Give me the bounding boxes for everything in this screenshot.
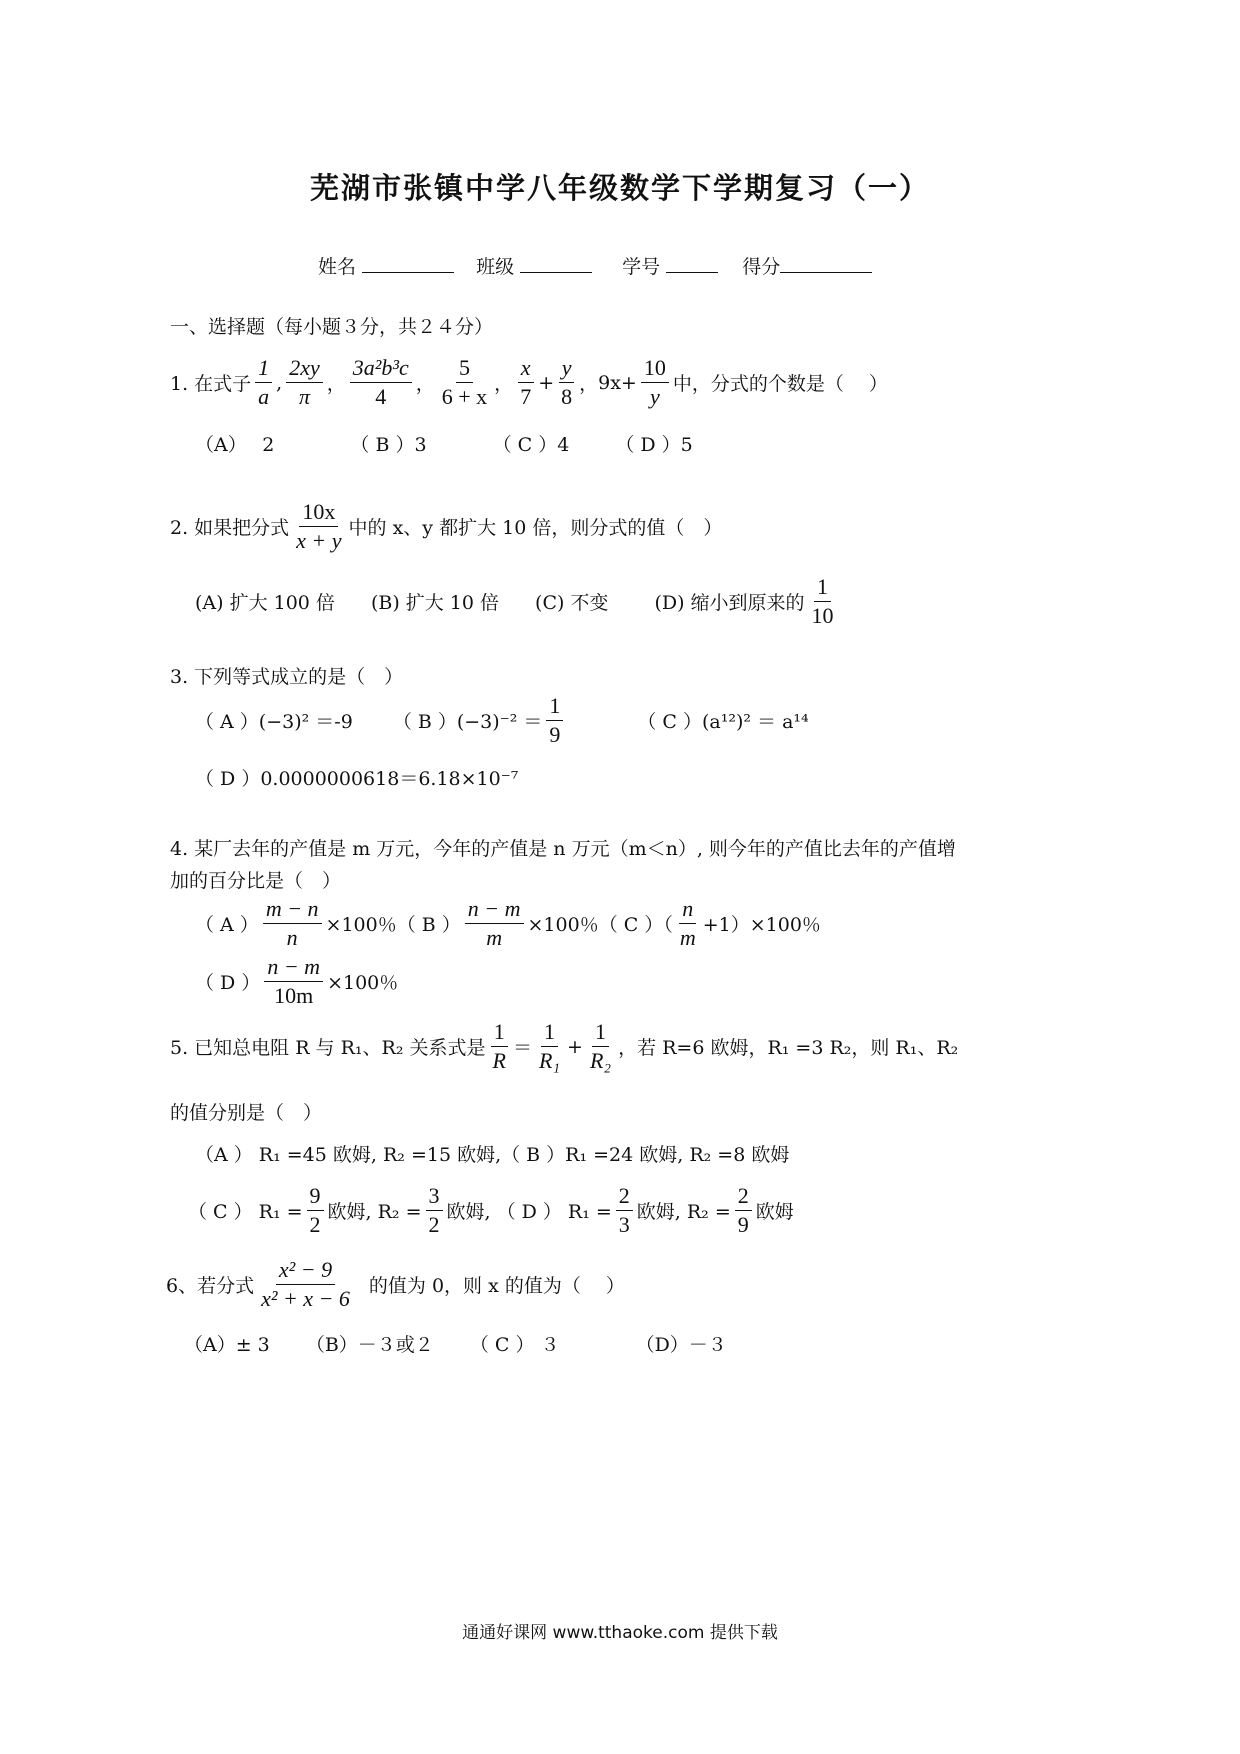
id-blank[interactable] (666, 254, 718, 273)
option-c[interactable]: （ C ） ３ (469, 1334, 560, 1356)
fraction: $\frac{10}{y}$ (641, 356, 669, 409)
option-a[interactable]: （ A ）(−3)² ＝-9 (195, 711, 353, 734)
id-label: 学号 (622, 256, 661, 278)
fraction: $\frac{3}{2}$ (426, 1184, 443, 1237)
option-b[interactable]: （ B ）3 (350, 434, 427, 456)
fraction: $\frac{n - m}{m}$ (465, 897, 524, 950)
fraction: $\frac{\text{3a²b³c}}{4}$ (350, 356, 412, 409)
question-4-line1: 4. 某厂去年的产值是 m 万元，今年的产值是 n 万元（m＜n）, 则今年的产值比去年的产值增 (170, 838, 956, 860)
question-4-option-d: （ D ） $\frac{n - m}{10m}$ ×100％ (195, 954, 399, 1009)
option-c[interactable]: （ C ）4 (492, 434, 570, 456)
option-d[interactable]: （ D ） R₁ = (496, 1201, 612, 1224)
fraction: $\frac{2}{3}$ (616, 1184, 633, 1237)
question-5: 5. 已知总电阻 R 与 R₁、R₂ 关系式是 $\frac{1}{R}$ ＝ $\frac{1}{\text{R₁}}$ + $\frac{1}{\text{R₂}}$ ，若 R=6 欧姆，R₁ =3 R₂，则 R₁、R₂ (170, 1019, 959, 1074)
fraction: $\frac{5}{6 + x}$ (441, 355, 488, 410)
fraction: $\frac{n}{m}$ (679, 896, 696, 951)
option-c[interactable]: (C) 不变 (535, 592, 609, 615)
option-b[interactable]: （ B ） (396, 914, 461, 937)
question-4-options-abc: （ A ） $\frac{m - n}{n}$ ×100％ （ B ） $\frac{n - m}{m}$ ×100％ （ C ）（ $\frac{n}{m}$ +1）×100％ (195, 896, 821, 951)
option-c[interactable]: （ C ）（ (598, 914, 673, 937)
question-1: 1. 在式子 $\frac{1}{a}$ , $\frac{2xy}{\pi}$ ， $\frac{\text{3a²b³c}}{4}$ ， $\frac{5}{6 + x}$ ， $\frac{x}{7}$ + $\frac{y}{8}$ ， 9x+ $\frac{10}{y}$ 中，分式的个数是（ ） (170, 355, 888, 410)
question-1-options (195, 430, 723, 457)
question-3-stem: 3. 下列等式成立的是（ ） (170, 666, 404, 688)
fraction: $\frac{1}{\text{R₁}}$ (538, 1019, 561, 1074)
fraction: $\frac{1}{10}$ (811, 574, 834, 629)
class-label: 班级 (476, 256, 515, 278)
fraction: $\frac{x}{7}$ (517, 356, 534, 409)
fraction: $\frac{y}{8}$ (558, 356, 575, 409)
question-5-options-cd: （ C ） R₁ = $\frac{9}{2}$ 欧姆, R₂ = $\frac{3}{2}$ 欧姆, （ D ） R₁ = $\frac{2}{3}$ 欧姆, R₂ = $\frac{2}{9}$ 欧姆 (188, 1183, 794, 1238)
question-6-options (184, 1330, 757, 1357)
section-heading: 一、选择题（每小题３分，共２４分） (170, 316, 494, 338)
class-blank[interactable] (520, 254, 592, 273)
name-label: 姓名 (318, 256, 357, 278)
student-info-row (318, 252, 878, 279)
option-a[interactable]: （A） 2 (195, 434, 275, 456)
fraction: $\frac{\text{x² − 9}}{\text{x² + x − 6}}$ (261, 1257, 350, 1312)
question-4-line2: 加的百分比是（ ） (170, 870, 342, 892)
page-title: 芜湖市张镇中学八年级数学下学期复习（一） (309, 171, 930, 205)
option-a[interactable]: (A) 扩大 100 倍 (195, 592, 335, 615)
question-2: 2. 如果把分式 $\frac{10x}{x + y}$ 中的 x、y 都扩大 10 倍，则分式的值（ ） (170, 499, 723, 554)
fraction: $\frac{2}{9}$ (735, 1184, 752, 1237)
question-5-line2: 的值分别是（ ） (170, 1102, 323, 1124)
fraction: $\frac{1}{a}$ (255, 356, 272, 409)
option-d[interactable]: （D）－３ (635, 1334, 727, 1356)
option-d[interactable]: （ D ）5 (615, 434, 693, 456)
fraction: $\frac{n - m}{10m}$ (264, 955, 323, 1008)
fraction: $\frac{1}{9}$ (546, 694, 563, 747)
fraction: $\frac{10x}{x + y}$ (296, 499, 342, 554)
option-c[interactable]: （ C ） R₁ = (188, 1201, 303, 1224)
question-2-options (195, 575, 841, 628)
option-a[interactable]: （A）± 3 (184, 1334, 270, 1356)
option-b[interactable]: （ B ）(−3)⁻² ＝ (392, 711, 543, 734)
question-3-options-abc (195, 694, 809, 747)
fraction: $\frac{1}{R}$ (492, 1019, 506, 1074)
option-d[interactable]: (D) 缩小到原来的 (654, 592, 805, 615)
fraction: $\frac{2xy}{\pi}$ (286, 356, 323, 409)
option-a[interactable]: （ A ） (195, 914, 259, 937)
option-c[interactable]: （ C ）(a¹²)² ＝ a¹⁴ (637, 711, 809, 734)
question-6: 6、若分式 $\frac{\text{x² − 9}}{\text{x² + x − 6}}$ 的值为 0，则 x 的值为（ ） (166, 1257, 625, 1312)
fraction: $\frac{9}{2}$ (307, 1184, 324, 1237)
name-blank[interactable] (362, 254, 454, 273)
score-label: 得分 (742, 256, 781, 278)
option-b[interactable]: （B）－３或２ (305, 1334, 434, 1356)
fraction: $\frac{m - n}{n}$ (263, 897, 322, 950)
option-b[interactable]: (B) 扩大 10 倍 (370, 592, 500, 615)
fraction: $\frac{1}{\text{R₂}}$ (589, 1019, 612, 1074)
option-d[interactable]: （ D ）0.0000000618＝6.18×10⁻⁷ (195, 768, 519, 790)
question-5-options-ab[interactable]: （A ） R₁ =45 欧姆, R₂ =15 欧姆,（ B ）R₁ =24 欧姆, R₂ =8 欧姆 (195, 1144, 790, 1166)
option-d[interactable]: （ D ） (195, 972, 261, 995)
score-blank[interactable] (780, 254, 872, 273)
footer-text: 通通好课网 www.tthaoke.com 提供下载 (462, 1623, 778, 1643)
